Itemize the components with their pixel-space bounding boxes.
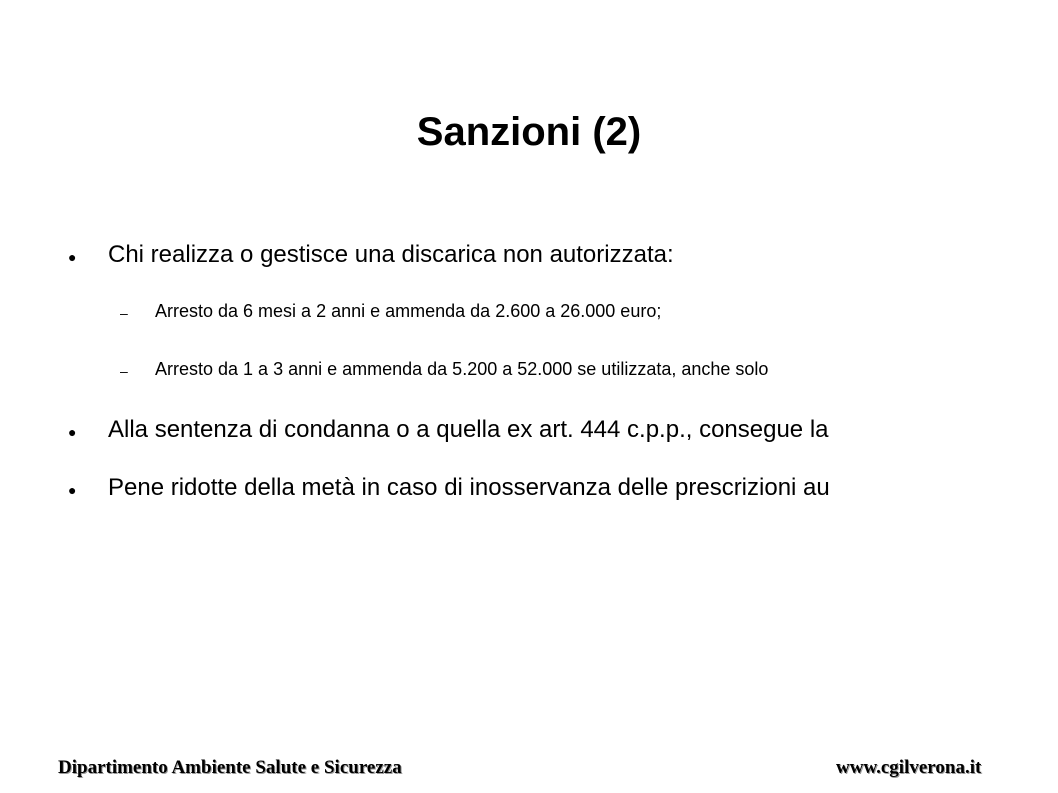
- footer-website: www.cgilverona.it: [836, 757, 982, 778]
- bullet-text: Alla sentenza di condanna o a quella ex art. 444 c.p.p., consegue la: [108, 416, 829, 443]
- dash-icon: –: [120, 363, 128, 379]
- sub-bullet-text: Arresto da 6 mesi a 2 anni e ammenda da 2.600 a 26.000 euro;: [155, 301, 662, 321]
- slide-title: Sanzioni (2): [416, 110, 642, 154]
- sub-bullet-text: Arresto da 1 a 3 anni e ammenda da 5.200 a 52.000 se utilizzata, anche solo: [155, 359, 769, 379]
- bullet-text: Pene ridotte della metà in caso di inosservanza delle prescrizioni au: [108, 474, 830, 501]
- bullet-text: Chi realizza o gestisce una discarica non autorizzata:: [108, 241, 674, 268]
- bullet-icon: ●: [68, 424, 77, 440]
- bullet-icon: ●: [68, 249, 77, 265]
- bullet-icon: ●: [68, 482, 77, 498]
- footer-department: Dipartimento Ambiente Salute e Sicurezza: [58, 757, 402, 778]
- dash-icon: –: [120, 305, 128, 321]
